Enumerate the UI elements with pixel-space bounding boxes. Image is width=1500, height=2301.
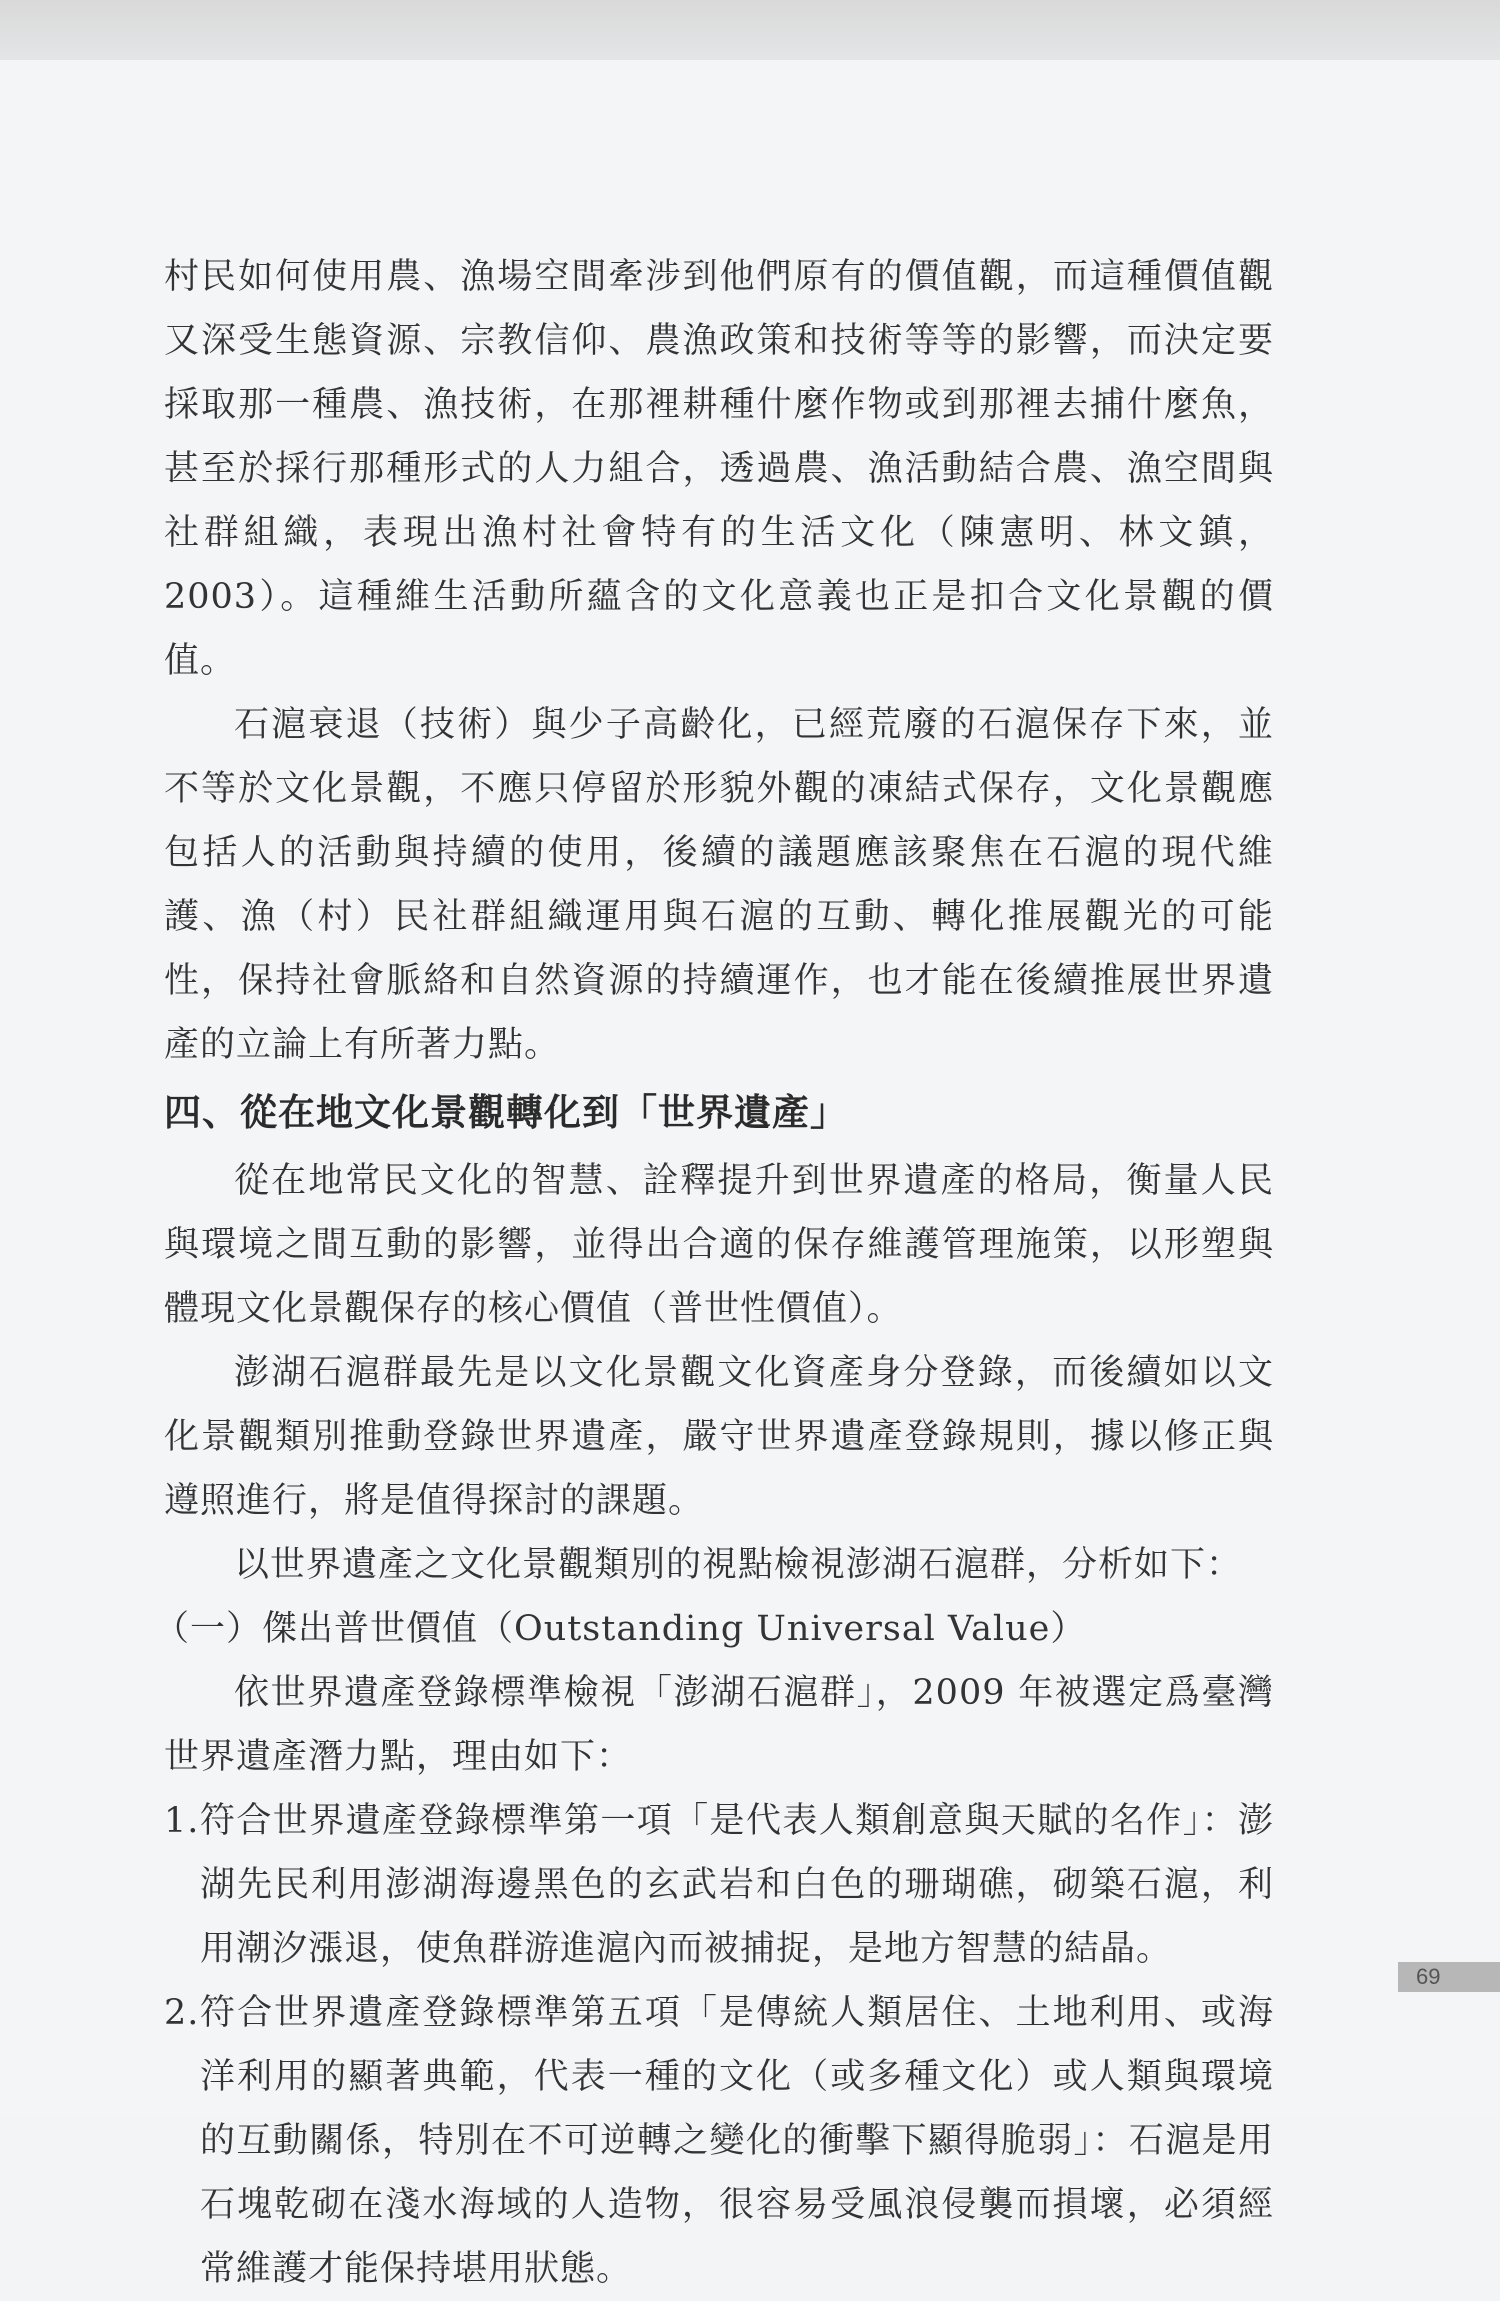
paragraph-potential-site: 依世界遺產登錄標準檢視「澎湖石滬群」，2009 年被選定爲臺灣世界遺產潛力點，理由如下：	[164, 1673, 1274, 1777]
paragraph-village-space: 村民如何使用農、漁場空間牽涉到他們原有的價值觀，而這種價值觀又深受生態資源、宗教信仰、農漁政策和技術等等的影響，而決定要採取那一種農、漁技術，在那裡耕種什麼作物或到那裡去捕什麼魚，甚至於採行那種形式的人力組合，透過農、漁活動結合農、漁空間與社群組織，表現出漁村社會特有的生活文化（陳憲明、林文鎮，2003）。這種維生活動所蘊含的文化意義也正是扣合文化景觀的價值。	[164, 257, 1274, 681]
subheading-outstanding-universal-value: （一）傑出普世價值（Outstanding Universal Value）	[154, 1609, 1087, 1649]
page-number: 69	[1398, 1962, 1500, 1992]
paragraph-registration-rules: 澎湖石滬群最先是以文化景觀文化資產身分登錄，而後續如以文化景觀類別推動登錄世界遺產，嚴守世界遺產登錄規則，據以修正與遵照進行，將是值得探討的課題。	[164, 1353, 1274, 1521]
criteria-item	[164, 1981, 1274, 2301]
paragraph-stone-weir-decline: 石滬衰退（技術）與少子高齡化，已經荒廢的石滬保存下來，並不等於文化景觀，不應只停留於形貌外觀的凍結式保存，文化景觀應包括人的活動與持續的使用，後續的議題應該聚焦在石滬的現代維護、漁（村）民社群組織運用與石滬的互動、轉化推展觀光的可能性，保持社會脈絡和自然資源的持續運作，也才能在後續推展世界遺產的立論上有所著力點。	[164, 705, 1274, 1065]
criteria-list	[164, 1789, 1274, 2301]
page-content	[154, 245, 1274, 2301]
criteria-item	[164, 1789, 1274, 1981]
criteria-text: 符合世界遺產登錄標準第一項「是代表人類創意與天賦的名作」：澎湖先民利用澎湖海邊黑色的玄武岩和白色的珊瑚礁，砌築石滬，利用潮汐漲退，使魚群游進滬內而被捕捉，是地方智慧的結晶。	[200, 1801, 1274, 1969]
criteria-text: 符合世界遺產登錄標準第五項「是傳統人類居住、土地利用、或海洋利用的顯著典範，代表一種的文化（或多種文化）或人類與環境的互動關係，特別在不可逆轉之變化的衝擊下顯得脆弱」：石滬是用石塊乾砌在淺水海域的人造物，很容易受風浪侵襲而損壞，必須經常維護才能保持堪用狀態。	[200, 1993, 1274, 2289]
scan-top-band	[0, 0, 1500, 60]
section-heading: 四、從在地文化景觀轉化到「世界遺產」	[164, 1091, 848, 1134]
criteria-number: 2.	[164, 1993, 200, 2033]
criteria-number: 1.	[164, 1801, 200, 1841]
paragraph-world-heritage-scope: 從在地常民文化的智慧、詮釋提升到世界遺產的格局，衡量人民與環境之間互動的影響，並得出合適的保存維護管理施策，以形塑與體現文化景觀保存的核心價值（普世性價值）。	[164, 1161, 1274, 1329]
paragraph-analysis-intro: 以世界遺產之文化景觀類別的視點檢視澎湖石滬群，分析如下：	[234, 1545, 1243, 1585]
